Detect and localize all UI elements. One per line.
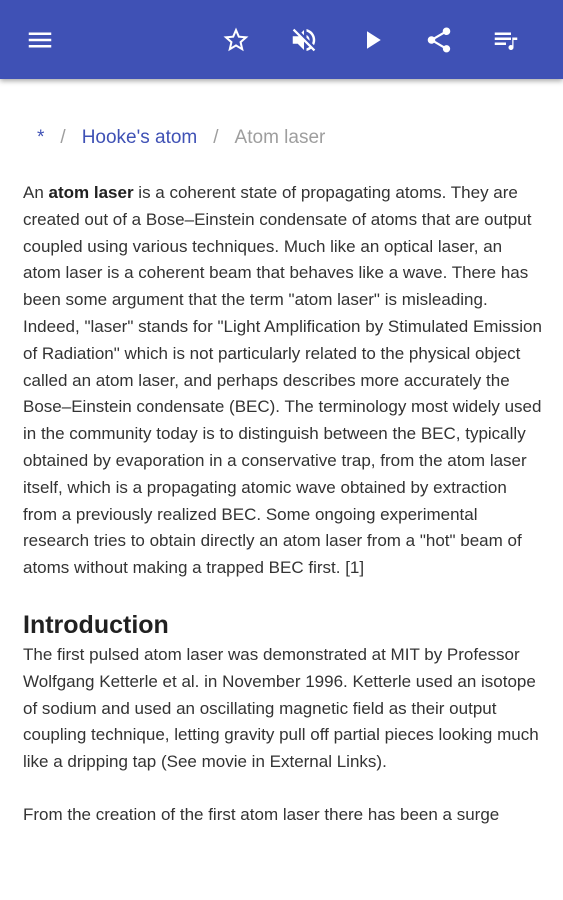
next-paragraph: From the creation of the first atom laser there has been a surge [23,804,500,824]
intro-paragraph [23,180,543,582]
app-toolbar [0,0,563,79]
play-icon[interactable] [352,20,392,60]
section-paragraph: The first pulsed atom laser was demonstrated at MIT by Professor Wolfgang Ketterle et al. in November 1996. Ketterle used an isotope of sodium and used an oscillating magnetic field as their output coupling technique, letting gravity pull off partial pieces looking much like a dripping tap (See movie in External Links). [23,644,539,772]
intro-text: is a coherent state of propagating atoms. They are created out of a Bose–Einstein condensate of atoms that are output coupled using various techniques. Much like an optical laser, an atom laser is a coherent beam that behaves like a wave. There has been some argument that the term "atom laser" is misleading. Indeed, "laser" stands for "Light Amplification by Stimulated Emission of Radiation" which is not particularly related to the physical object called an atom laser, and perhaps describes more accurately the Bose–Einstein condensate (BEC). The terminology most widely used in the community today is to distinguish between the BEC, typically obtained by evaporation in a conservative trap, from the atom laser itself, which is a propagating atomic wave obtained by extraction from a previously realized BEC. Some ongoing experimental research tries to obtain directly an atom laser from a "hot" beam of atoms without making a trapped BEC first. [1] [23,183,542,578]
share-icon[interactable] [419,20,459,60]
article-body [23,180,543,829]
playlist-icon[interactable] [486,20,526,60]
intro-prefix: An [23,183,49,202]
star-icon[interactable] [216,20,256,60]
menu-icon[interactable] [20,20,60,60]
breadcrumb-home[interactable]: * [37,127,45,148]
volume-off-icon[interactable] [284,20,324,60]
breadcrumb-separator: / [60,127,66,148]
intro-term: atom laser [48,183,134,202]
section-heading: Introduction [23,610,169,639]
breadcrumb-parent[interactable]: Hooke's atom [81,127,198,148]
breadcrumb-separator: / [213,127,219,148]
breadcrumb-current: Atom laser [234,127,326,148]
breadcrumb [37,127,325,149]
